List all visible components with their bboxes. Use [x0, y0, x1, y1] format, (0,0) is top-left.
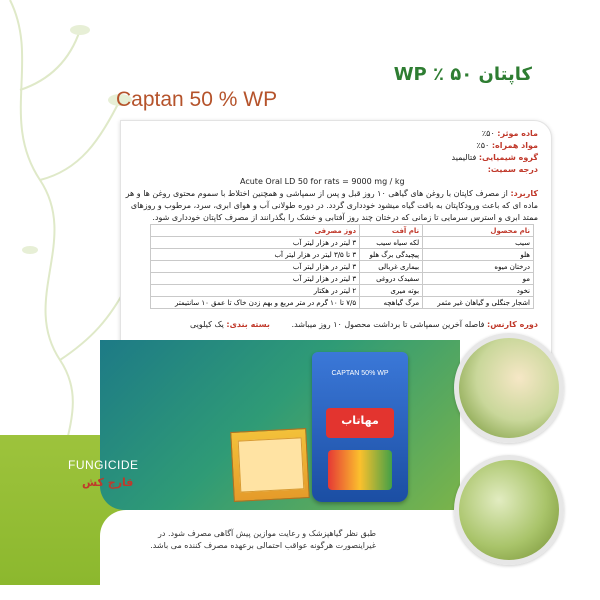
- pre-harvest-label: دوره کارنس:: [487, 320, 538, 329]
- cell-dose: ۷/۵ تا ۱۰ گرم در متر مربع و بهم زدن خاک تا عمق ۱۰ سانتیمتر: [151, 297, 360, 309]
- cell-pest: لکه سیاه سیب: [360, 237, 423, 249]
- cell-pest: بیماری غربالی: [360, 261, 423, 273]
- cell-pest: مرگ گیاهچه: [360, 297, 423, 309]
- cell-pest: پیچیدگی برگ هلو: [360, 249, 423, 261]
- cell-dose: ۳ لیتر در هزار لیتر آب: [151, 273, 360, 285]
- dose-table: [150, 224, 534, 309]
- usage-row: [120, 188, 538, 224]
- disclaimer-text: طبق نظر گیاهپزشک و رعایت موازین پیش آگاهی مصرف شود. در غیراینصورت هرگونه عواقب احتمالی برعهده مصرف کننده می باشد.: [150, 529, 376, 550]
- table-row: [151, 285, 534, 297]
- table-row: [151, 261, 534, 273]
- header-pest: نام آفت: [360, 225, 423, 237]
- inert-row: [120, 140, 538, 152]
- chemical-group-row: [120, 152, 538, 164]
- cell-dose: ۲ لیتر در هکتار: [151, 285, 360, 297]
- product-box-image: [230, 428, 310, 502]
- usage-label: کاربرد:: [510, 189, 538, 198]
- toxicity-label: درجه سمیت:: [487, 165, 538, 174]
- header-dose: دوز مصرفی: [151, 225, 360, 237]
- inert-label: مواد همراه:: [491, 141, 538, 150]
- active-ingredient-row: [120, 128, 538, 140]
- cell-crop: مو: [423, 273, 534, 285]
- inert-value: ۵۰٪: [476, 141, 490, 150]
- bag-brand-text: مهاتاب: [341, 414, 379, 427]
- cell-crop: نخود: [423, 285, 534, 297]
- packaging-value: یک کیلویی: [190, 320, 224, 329]
- product-title-fa: کاپتان ۵۰ ٪ WP: [393, 64, 532, 85]
- cell-crop: سیب: [423, 237, 534, 249]
- toxicity-row: [120, 164, 538, 188]
- cell-dose: ۳ لیتر در هزار لیتر آب: [151, 261, 360, 273]
- table-row: [151, 297, 534, 309]
- packaging-label: بسته بندی:: [226, 320, 270, 329]
- disclaimer-panel: [100, 510, 460, 600]
- category-en: FUNGICIDE: [68, 458, 139, 472]
- cell-crop: هلو: [423, 249, 534, 261]
- product-box-label: [238, 437, 305, 492]
- category-fa: قارچ کش: [82, 476, 134, 489]
- pre-harvest-text: فاصله آخرین سمپاشی تا برداشت محصول ۱۰ روز میباشد.: [291, 320, 485, 329]
- cell-crop: درختان میوه: [423, 261, 534, 273]
- packaging: [190, 320, 270, 329]
- apple-photo: [454, 333, 564, 443]
- product-bag-image: [312, 352, 408, 502]
- table-row: [151, 237, 534, 249]
- cell-pest: بوته میری: [360, 285, 423, 297]
- bag-fruit-image: [328, 450, 392, 490]
- cell-crop: اشجار جنگلی و گیاهان غیر مثمر: [423, 297, 534, 309]
- product-info: [120, 128, 538, 224]
- toxicity-value: Acute Oral LD 50 for rats = 9000 mg / kg: [240, 177, 405, 186]
- cell-dose: ۳ لیتر در هزار لیتر آب: [151, 237, 360, 249]
- dose-table-header-row: [151, 225, 534, 237]
- pre-harvest-interval: [120, 320, 538, 329]
- product-title-en: Captan 50 % WP: [116, 88, 278, 111]
- header-crop: نام محصول: [423, 225, 534, 237]
- chemical-group-label: گروه شیمیایی:: [478, 153, 538, 162]
- active-ingredient-label: ماده موثر:: [497, 129, 538, 138]
- bag-brand-badge: [326, 408, 394, 438]
- chemical-group-value: فتالیمید: [451, 153, 477, 162]
- table-row: [151, 249, 534, 261]
- bag-label: CAPTAN 50% WP: [331, 370, 389, 377]
- beans-photo: [454, 455, 564, 565]
- cell-pest: سفیدک دروغی: [360, 273, 423, 285]
- usage-text: از مصرف کاپتان با روغن های گیاهی ۱۰ روز قبل و پس از سمپاشی و همچنین اختلاط با سموم محتوی روغن ها و هر ماده ای که باعث ورودکاپتان به بافت گیاه میشود خودداری گردد. در دوره طولانی آب و هوای ابری، سرد، مرطوب و روزهای ممتد ابری و استرس سرمایی تا زمانی که درختان چند روز آفتابی و خشک را بگذرانند از مصرف کاپتان خودداری شود.: [125, 189, 538, 222]
- active-ingredient-value: ۵۰٪: [481, 129, 495, 138]
- cell-dose: ۳ تا ۳/۵ لیتر در هزار لیتر آب: [151, 249, 360, 261]
- table-row: [151, 273, 534, 285]
